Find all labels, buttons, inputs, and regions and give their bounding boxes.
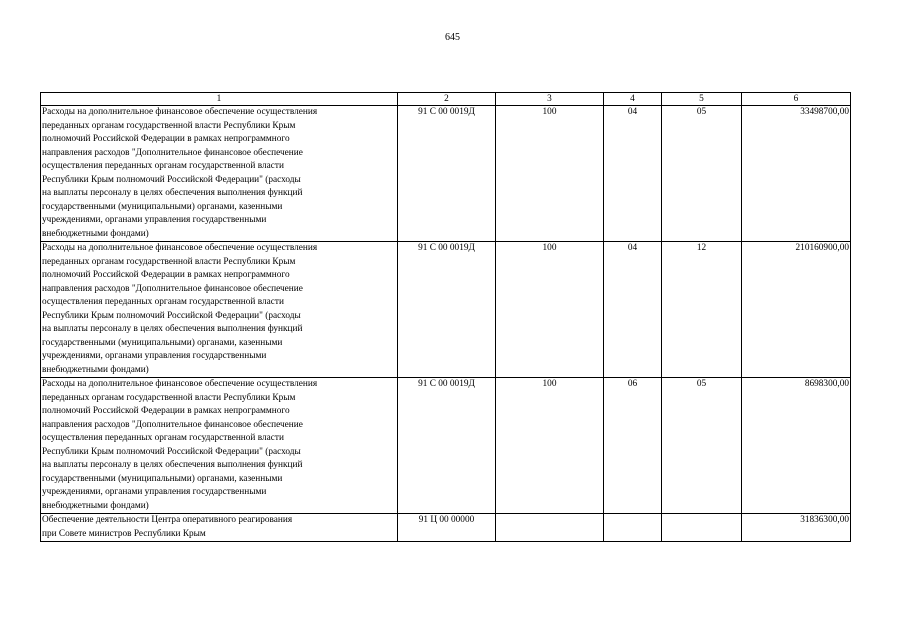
header-col-4: 4 [604, 93, 662, 106]
budget-table [40, 92, 851, 542]
table-row [41, 242, 851, 378]
row-amount: 33498700,00 [742, 106, 851, 242]
row-section [604, 514, 662, 542]
row-subsection [662, 514, 742, 542]
row-expense-type: 100 [496, 106, 604, 242]
row-name: Расходы на дополнительное финансовое обеспечение осуществления переданных органам государственной власти Республики Крым полномочий Российской Федерации в рамках непрограммного направления расходов "Дополнительное финансовое обеспечение осуществления переданных органам государственной власти Республики Крым полномочий Российской Федерации" (расходы на выплаты персоналу в целях обеспечения выполнения функций государственными (муниципальными) органами, казенными учреждениями, органами управления государственными внебюджетными фондами) [41, 106, 398, 242]
page-number: 645 [445, 32, 460, 43]
row-subsection: 05 [662, 378, 742, 514]
row-target-code: 91 Ц 00 00000 [398, 514, 496, 542]
row-section: 06 [604, 378, 662, 514]
row-amount: 210160900,00 [742, 242, 851, 378]
row-subsection: 05 [662, 106, 742, 242]
row-amount: 31836300,00 [742, 514, 851, 542]
header-row [41, 93, 851, 106]
header-col-6: 6 [742, 93, 851, 106]
row-target-code: 91 С 00 0019Д [398, 378, 496, 514]
row-amount: 8698300,00 [742, 378, 851, 514]
row-subsection: 12 [662, 242, 742, 378]
header-col-5: 5 [662, 93, 742, 106]
row-section: 04 [604, 242, 662, 378]
row-name: Расходы на дополнительное финансовое обеспечение осуществления переданных органам государственной власти Республики Крым полномочий Российской Федерации в рамках непрограммного направления расходов "Дополнительное финансовое обеспечение осуществления переданных органам государственной власти Республики Крым полномочий Российской Федерации" (расходы на выплаты персоналу в целях обеспечения выполнения функций государственными (муниципальными) органами, казенными учреждениями, органами управления государственными внебюджетными фондами) [41, 242, 398, 378]
row-section: 04 [604, 106, 662, 242]
row-target-code: 91 С 00 0019Д [398, 242, 496, 378]
row-expense-type [496, 514, 604, 542]
row-expense-type: 100 [496, 242, 604, 378]
row-target-code: 91 С 00 0019Д [398, 106, 496, 242]
table-row [41, 378, 851, 514]
header-col-1: 1 [41, 93, 398, 106]
header-col-2: 2 [398, 93, 496, 106]
row-expense-type: 100 [496, 378, 604, 514]
row-name: Расходы на дополнительное финансовое обеспечение осуществления переданных органам государственной власти Республики Крым полномочий Российской Федерации в рамках непрограммного направления расходов "Дополнительное финансовое обеспечение осуществления переданных органам государственной власти Республики Крым полномочий Российской Федерации" (расходы на выплаты персоналу в целях обеспечения выполнения функций государственными (муниципальными) органами, казенными учреждениями, органами управления государственными внебюджетными фондами) [41, 378, 398, 514]
table-row [41, 106, 851, 242]
table-row [41, 514, 851, 542]
header-col-3: 3 [496, 93, 604, 106]
row-name: Обеспечение деятельности Центра оперативного реагирования при Совете министров Республики Крым [41, 514, 398, 542]
